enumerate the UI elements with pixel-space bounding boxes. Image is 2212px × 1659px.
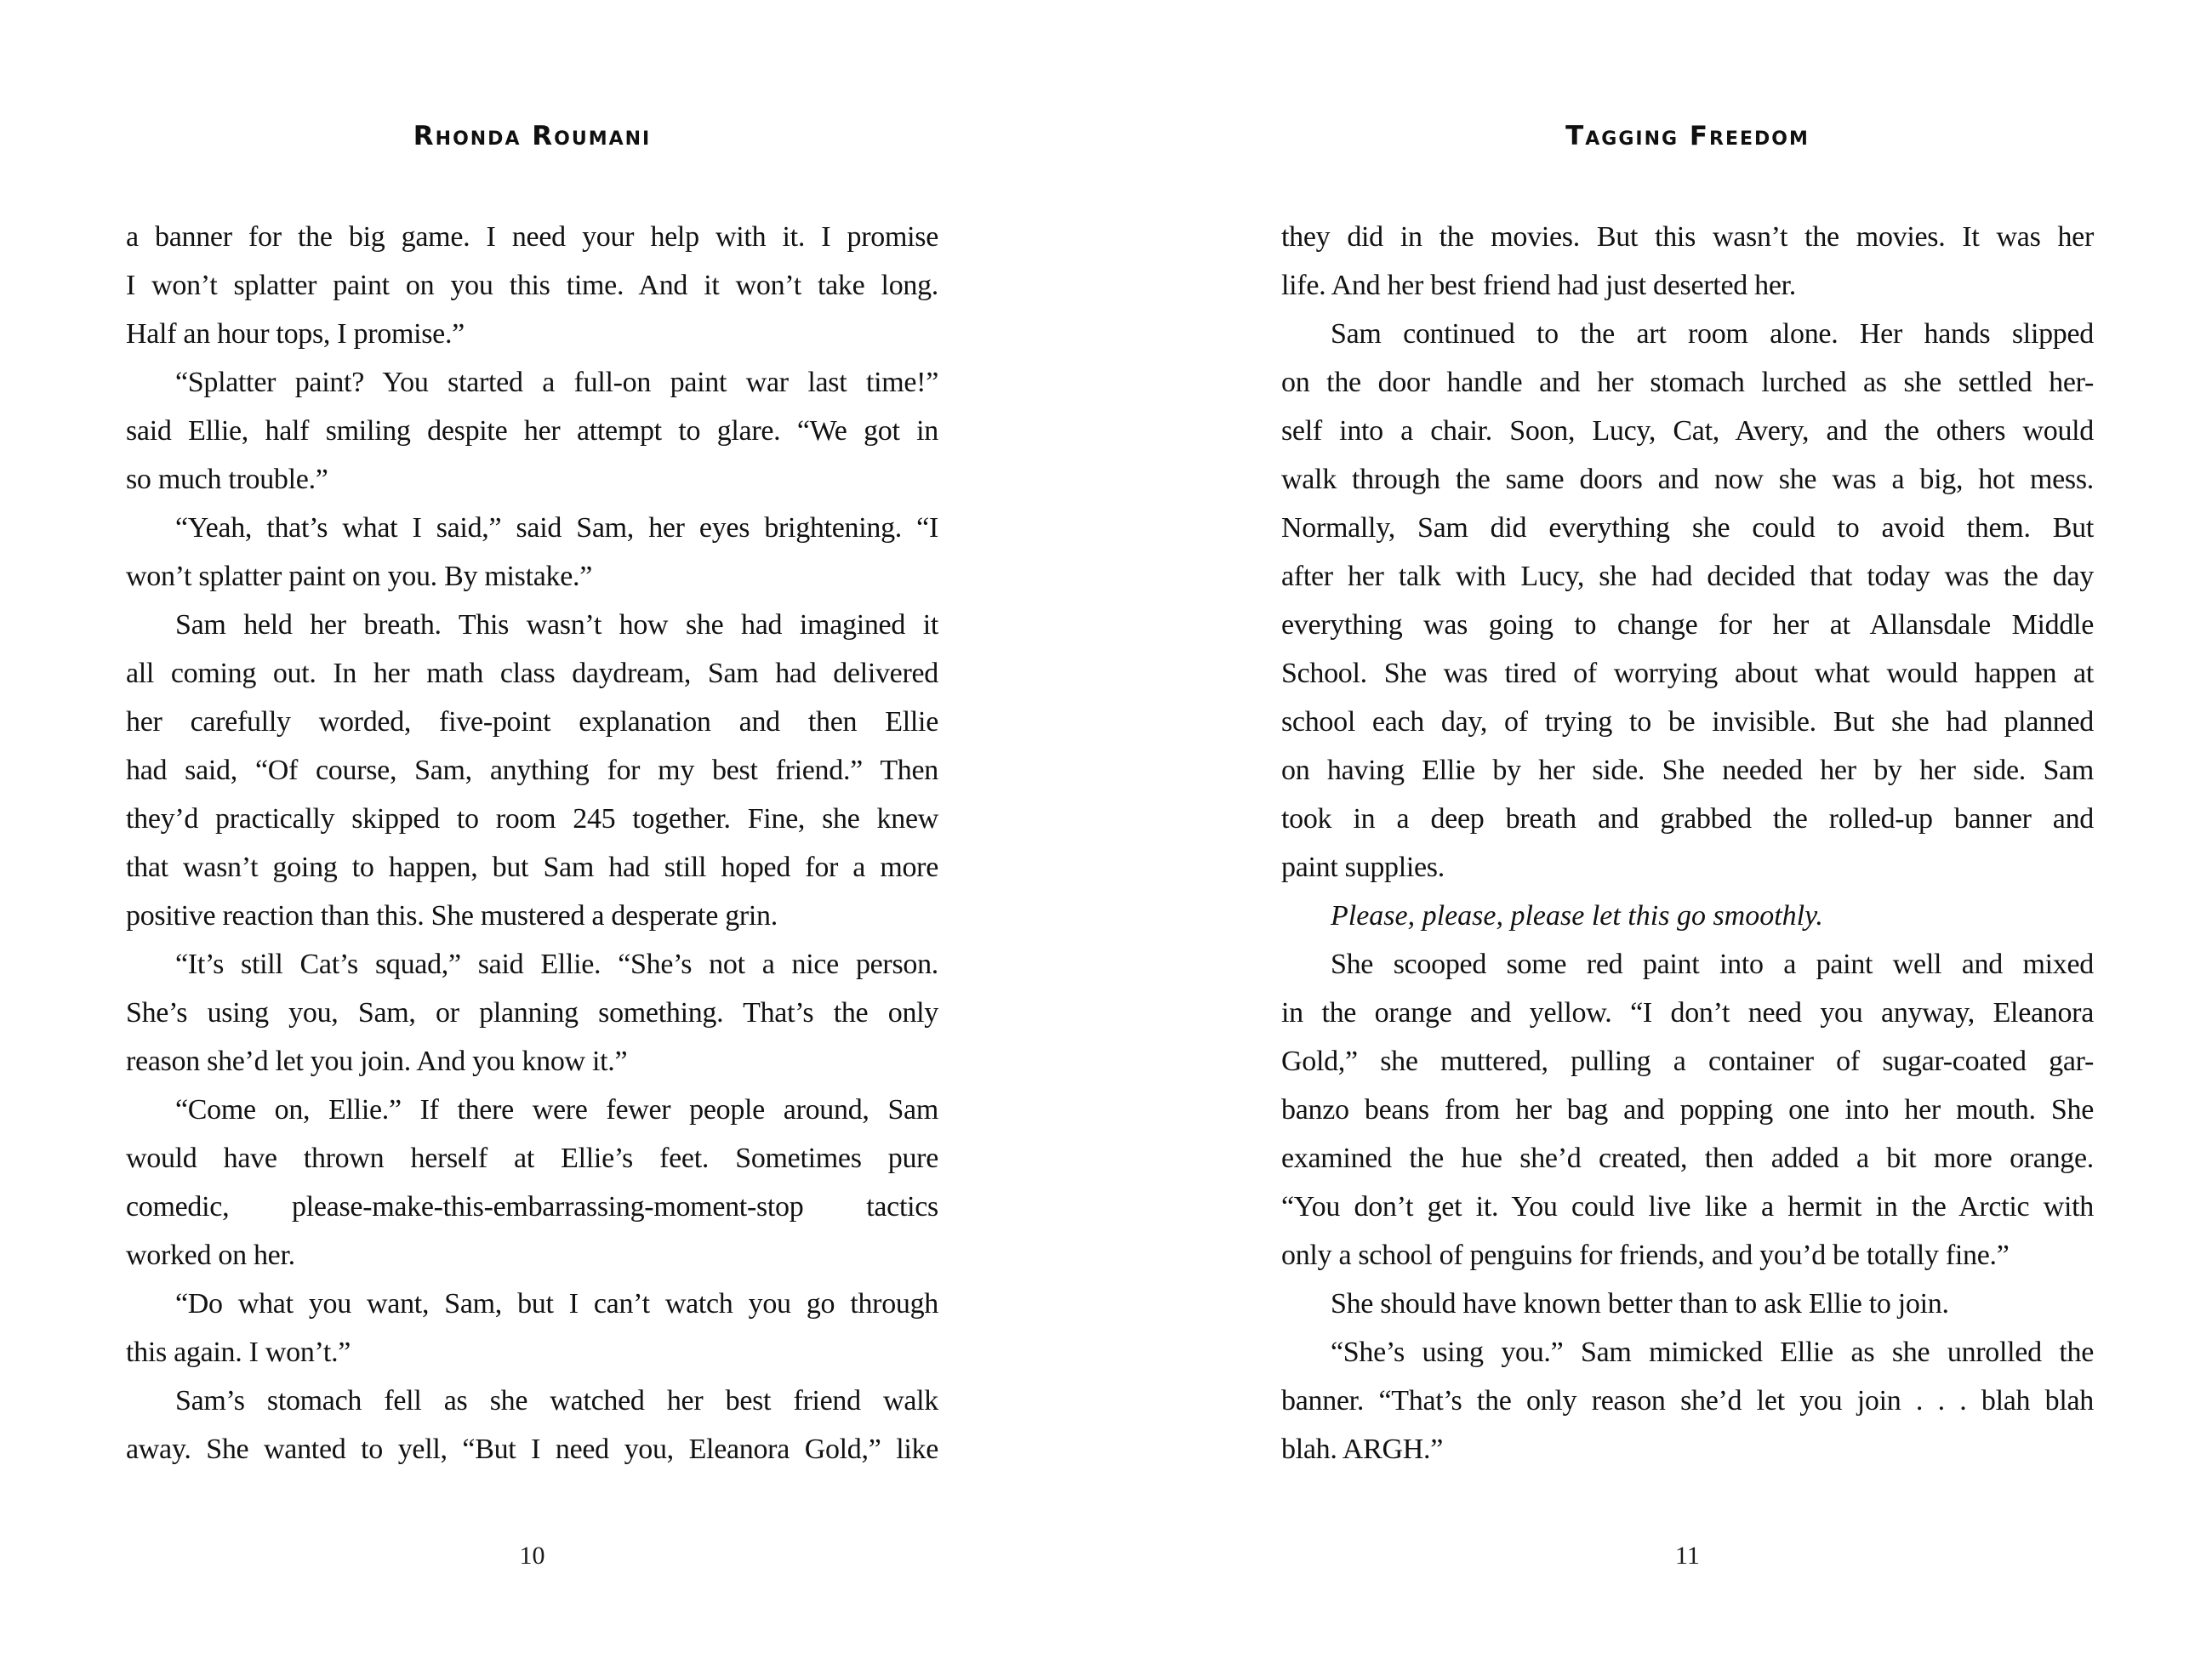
text-line: Sam held her breath. This wasn’t how she had imagined it: [175, 609, 938, 641]
text-line: had said, “Of course, Sam, anything for my best friend.” Then: [126, 755, 938, 786]
paragraph: [126, 504, 938, 601]
paragraph: [1281, 310, 2094, 892]
text-line: walk through the same doors and now she was a big, hot mess.: [1281, 464, 2094, 495]
text-line: positive reaction than this. She mustered a desperate grin.: [126, 900, 778, 932]
paragraph: [1281, 1280, 2094, 1328]
text-line: She should have known better than to ask Ellie to join.: [1331, 1288, 1949, 1320]
paragraph: [126, 940, 938, 1086]
paragraph: [126, 1280, 938, 1377]
text-line: this again. I won’t.”: [126, 1337, 351, 1368]
page-number-right: 11: [1675, 1542, 1700, 1570]
text-line: Half an hour tops, I promise.”: [126, 318, 465, 350]
text-line: after her talk with Lucy, she had decided that today was the day: [1281, 561, 2094, 592]
text-line: “Come on, Ellie.” If there were fewer people around, Sam: [175, 1094, 938, 1126]
page-left: [126, 0, 938, 1659]
text-line: in the orange and yellow. “I don’t need you anyway, Eleanora: [1281, 997, 2094, 1029]
page-number-left: 10: [519, 1542, 545, 1570]
text-line: banzo beans from her bag and popping one into her mouth. She: [1281, 1094, 2094, 1126]
text-line: school each day, of trying to be invisible. But she had planned: [1281, 706, 2094, 738]
paragraph: [1281, 1328, 2094, 1474]
text-line: took in a deep breath and grabbed the rolled-up banner and: [1281, 803, 2094, 835]
text-line: “Do what you want, Sam, but I can’t watch you go through: [175, 1288, 938, 1320]
text-line: so much trouble.”: [126, 464, 328, 495]
text-line: She’s using you, Sam, or planning something. That’s the only: [126, 997, 938, 1029]
text-line: School. She was tired of worrying about what would happen at: [1281, 658, 2094, 689]
page-body-right: [1281, 213, 2094, 1474]
text-line: won’t splatter paint on you. By mistake.”: [126, 561, 592, 592]
paragraph: [1281, 940, 2094, 1280]
text-line: her carefully worded, five-point explanation and then Ellie: [126, 706, 938, 738]
text-line: banner. “That’s the only reason she’d let you join . . . blah blah: [1281, 1385, 2094, 1417]
text-line: “Splatter paint? You started a full-on paint war last time!”: [175, 367, 938, 398]
text-line: a banner for the big game. I need your help with it. I promise: [126, 221, 938, 253]
page-right: [1281, 0, 2094, 1659]
text-line: paint supplies.: [1281, 852, 1445, 883]
text-line: on having Ellie by her side. She needed her by her side. Sam: [1281, 755, 2094, 786]
paragraph: [126, 1086, 938, 1280]
text-line: on the door handle and her stomach lurched as she settled her-: [1281, 367, 2094, 398]
text-line: that wasn’t going to happen, but Sam had still hoped for a more: [126, 852, 938, 883]
text-line: examined the hue she’d created, then added a bit more orange.: [1281, 1143, 2094, 1174]
text-line: said Ellie, half smiling despite her attempt to glare. “We got in: [126, 415, 938, 447]
text-line: would have thrown herself at Ellie’s feet. Sometimes pure: [126, 1143, 938, 1174]
paragraph: [126, 601, 938, 940]
paragraph: [126, 1377, 938, 1474]
text-line: Normally, Sam did everything she could to avoid them. But: [1281, 512, 2094, 544]
running-head-title: Tagging Freedom: [1565, 121, 1810, 151]
text-line: only a school of penguins for friends, and you’d be totally fine.”: [1281, 1240, 2010, 1271]
paragraph: [1281, 892, 2094, 940]
text-line: self into a chair. Soon, Lucy, Cat, Avery, and the others would: [1281, 415, 2094, 447]
text-line: Sam continued to the art room alone. Her hands slipped: [1331, 318, 2094, 350]
text-line: “She’s using you.” Sam mimicked Ellie as she unrolled the: [1331, 1337, 2094, 1368]
text-line: I won’t splatter paint on you this time. And it won’t take long.: [126, 270, 938, 301]
running-head-author: Rhonda Roumani: [413, 121, 652, 151]
paragraph: [126, 213, 938, 358]
text-line: away. She wanted to yell, “But I need you, Eleanora Gold,” like: [126, 1434, 938, 1465]
text-line: “It’s still Cat’s squad,” said Ellie. “She’s not a nice person.: [175, 949, 938, 980]
text-line: Please, please, please let this go smoothly.: [1331, 900, 1823, 932]
text-line: all coming out. In her math class daydream, Sam had delivered: [126, 658, 938, 689]
text-line: Gold,” she muttered, pulling a container of sugar-coated gar-: [1281, 1046, 2094, 1077]
paragraph: [1281, 213, 2094, 310]
text-line: life. And her best friend had just deserted her.: [1281, 270, 1796, 301]
text-line: “Yeah, that’s what I said,” said Sam, her eyes brightening. “I: [175, 512, 938, 544]
text-line: She scooped some red paint into a paint well and mixed: [1331, 949, 2094, 980]
text-line: they’d practically skipped to room 245 together. Fine, she knew: [126, 803, 938, 835]
text-line: “You don’t get it. You could live like a hermit in the Arctic with: [1281, 1191, 2094, 1223]
text-line: everything was going to change for her at Allansdale Middle: [1281, 609, 2094, 641]
page-body-left: [126, 213, 938, 1474]
text-line: Sam’s stomach fell as she watched her best friend walk: [175, 1385, 938, 1417]
paragraph: [126, 358, 938, 504]
text-line: blah. ARGH.”: [1281, 1434, 1443, 1465]
text-line: reason she’d let you join. And you know it.”: [126, 1046, 628, 1077]
text-line: they did in the movies. But this wasn’t the movies. It was her: [1281, 221, 2094, 253]
text-line: comedic, please-make-this-embarrassing-moment-stop tactics: [126, 1191, 938, 1223]
text-line: worked on her.: [126, 1240, 295, 1271]
